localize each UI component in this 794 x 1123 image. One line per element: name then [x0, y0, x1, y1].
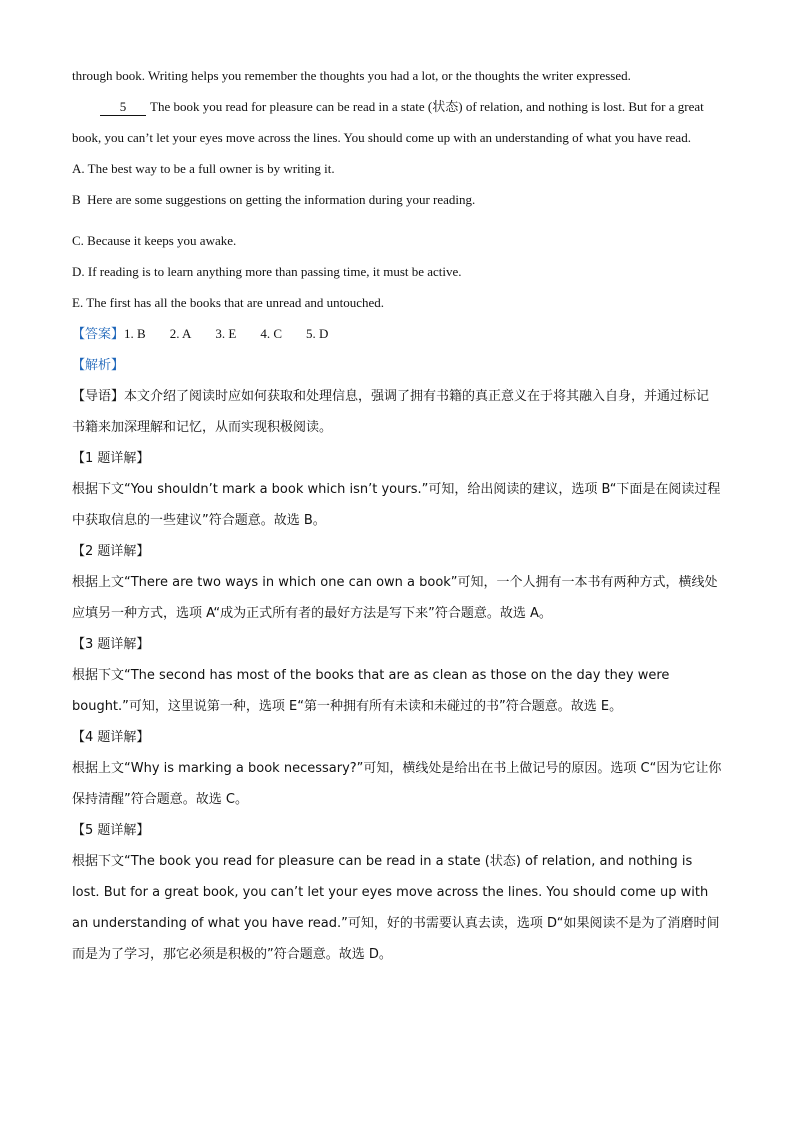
question-5-blank: 5 — [100, 99, 146, 116]
detail-1-text: 根据下文“You shouldn’t mark a book which isn’t yours.”可知，给出阅读的建议，选项 B“下面是在阅读过程中获取信息的一些建议”符合题意。故选 B。 — [72, 482, 721, 528]
guide-label: 【导语】 — [72, 389, 125, 404]
document-page — [72, 60, 722, 970]
analysis-label: 【解析】 — [72, 358, 125, 373]
option-letter: B — [72, 192, 81, 207]
spacer — [72, 215, 722, 225]
option-a — [72, 153, 722, 184]
option-text: The first has all the books that are unread and untouched. — [86, 295, 385, 310]
detail-1-label: 【1 题详解】 — [72, 451, 150, 466]
detail-3-text: 根据下文“The second has most of the books that are as clean as those on the day they were bought.”可知，这里说第一种，选项 E“第一种拥有所有未读和未碰过的书”符合题意。故选 E。 — [72, 668, 670, 714]
option-c — [72, 225, 722, 256]
option-e — [72, 287, 722, 318]
detail-5-text: 根据下文“The book you read for pleasure can be read in a state (状态) of relation, and nothing is lost. But for a great book, you can’t let your eyes move across the lines. You should come up with an understanding of what you have read.”可知，好的书需要认真去读，选项 D“如果阅读不是为了消磨时间而是为了学习，那它必须是积极的”符合题意。故选 D。 — [72, 854, 720, 962]
guide-paragraph — [72, 381, 722, 443]
answer-item: 2. A — [169, 326, 192, 341]
detail-4-text: 根据上文“Why is marking a book necessary?”可知，横线处是给出在书上做记号的原因。选项 C“因为它让你保持清醒”符合题意。故选 C。 — [72, 761, 722, 807]
option-letter: D. — [72, 264, 85, 279]
option-b — [72, 184, 722, 215]
detail-3-label: 【3 题详解】 — [72, 637, 150, 652]
detail-4-label: 【4 题详解】 — [72, 730, 150, 745]
answer-label: 【答案】 — [72, 327, 125, 342]
option-text: If reading is to learn anything more than passing time, it must be active. — [87, 264, 462, 279]
answer-item: 4. C — [260, 326, 282, 341]
detail-2-text: 根据上文“There are two ways in which one can own a book”可知，一个人拥有一本书有两种方式，横线处应填另一种方式，选项 A“成为正式所有者的最好方法是写下来”符合题意。故选 A。 — [72, 575, 718, 621]
passage-paragraph-1: through book. Writing helps you remember the thoughts you had a lot, or the thoughts the writer expressed. — [72, 68, 631, 83]
answer-row — [72, 318, 722, 350]
option-letter: A. — [72, 161, 85, 176]
option-d — [72, 256, 722, 287]
option-letter: C. — [72, 233, 84, 248]
guide-text: 本文介绍了阅读时应如何获取和处理信息，强调了拥有书籍的真正意义在于将其融入自身，并通过标记书籍来加深理解和记忆，从而实现积极阅读。 — [72, 389, 710, 435]
answer-item: 5. D — [305, 326, 329, 341]
passage-paragraph-2 — [72, 91, 722, 153]
answer-item: 1. B — [124, 326, 146, 341]
option-text: The best way to be a full owner is by writing it. — [87, 161, 335, 176]
detail-5-label: 【5 题详解】 — [72, 823, 150, 838]
detail-2-label: 【2 题详解】 — [72, 544, 150, 559]
option-letter: E. — [72, 295, 84, 310]
option-text: Because it keeps you awake. — [87, 233, 237, 248]
answer-item: 3. E — [215, 326, 237, 341]
option-text: Here are some suggestions on getting the information during your reading. — [87, 192, 476, 207]
passage-paragraph-2-text: The book you read for pleasure can be read in a state (状态) of relation, and nothing is lost. But for a great book, you can’t let your eyes move across the lines. You should come up with an understanding of what you have read. — [72, 99, 704, 145]
